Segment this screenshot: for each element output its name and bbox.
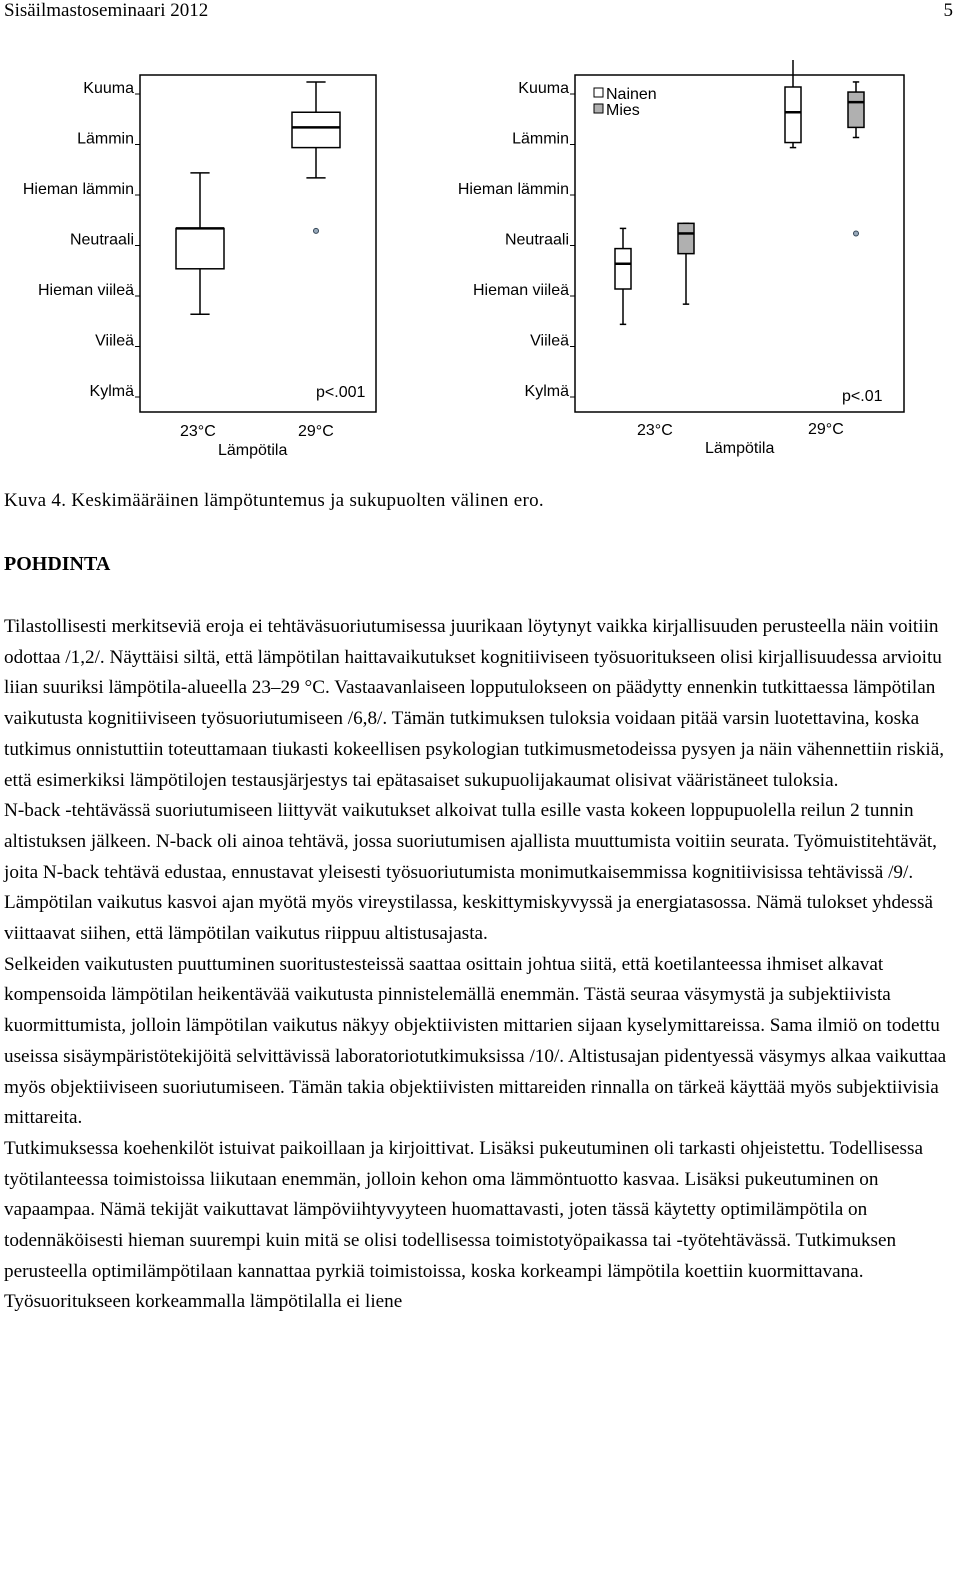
y-tick-label: Hieman viileä	[472, 282, 569, 299]
page-header	[0, 0, 960, 26]
y-tick-label: Neutraali	[69, 231, 134, 249]
right-pvalue: p<.01	[842, 388, 883, 405]
left-xtick-29: 29°C	[298, 423, 334, 440]
legend-swatch-mies	[594, 104, 603, 113]
y-tick-label: Viileä	[530, 332, 569, 350]
figure-caption: Kuva 4. Keskimääräinen lämpötuntemus ja sukupuolten välinen ero.	[4, 490, 544, 511]
y-tick-label: Hieman lämmin	[22, 181, 134, 198]
body-text	[4, 612, 956, 1318]
y-tick-label: Kylmä	[89, 383, 134, 400]
left-y-axis	[23, 80, 140, 400]
outlier-point	[314, 228, 319, 233]
box-iqr	[848, 92, 864, 127]
y-tick-label: Hieman viileä	[37, 282, 134, 299]
y-tick-label: Kylmä	[524, 383, 569, 400]
box-iqr	[678, 223, 694, 253]
section-heading: POHDINTA	[4, 553, 111, 575]
y-tick-label: Lämmin	[77, 130, 134, 148]
paragraph: Tutkimuksessa koehenkilöt istuivat paikoillaan ja kirjoittivat. Lisäksi pukeutuminen oli tarkasti ohjeistettu. Todellisessa työtilanteessa toimistoissa liikutaan enemmän, jolloin kehon oma lämmöntuotto kasvaa. Lisäksi pukeutuminen on vapaampaa. Nämä tekijät vaikuttavat lämpöviihtyvyyteen huomattavasti, joten tässä käytetty optimilämpötila on todennäköisesti hieman suurempi kuin mitä se olisi todellisessa toimistotyöpaikassa tai -työtehtävässä. Tutkimuksen perusteella optimilämpötilaan kannattaa pyrkiä toimistoissa, koska korkeampi lämpötila koettiin kuormittavana. Työsuoritukseen korkeammalla lämpötilalla ei liene	[4, 1137, 924, 1313]
paragraph: Tilastollisesti merkitseviä eroja ei tehtäväsuoriutumisessa juurikaan löytynyt vaikka kirjallisuuden perusteella näin voitiin odottaa /1,2/. Näyttäisi siltä, että lämpötilan haittavaikutukset kognitiiviseen työsuoritukseen olisi kirjallisuudessa arvioitu liian suuriksi lämpötila-alueella 23–29 °C. Vastaavanlaiseen lopputulokseen on päädytty ennenkin tutkittaessa lämpötilan vaikutusta kognitiiviseen työsuoriutumiseen /6,8/. Tämän tutkimuksen tuloksia voidaan pitää varsin luotettavina, koska tutkimus onnistuttiin toteuttamaan tiukasti kokeellisen psykologian tutkimusmetodeissa pysyen ja näin vähennettiin riskiä, että esimerkiksi lämpötilojen testausjärjestys tai epätasaiset sukupuolijakaumat olisivat vääristäneet tuloksia.	[4, 616, 945, 791]
y-tick-label: Viileä	[95, 332, 134, 350]
right-panel	[458, 60, 904, 457]
box-iqr	[176, 228, 224, 268]
y-tick-label: Kuuma	[83, 80, 134, 97]
box-iqr	[292, 112, 340, 147]
box-iqr	[785, 87, 801, 143]
paragraph: N-back -tehtävässä suoriutumiseen liittyvät vaikutukset alkoivat tulla esille vasta kokeen loppupuolella reilun 2 tunnin altistuksen jälkeen. N-back oli ainoa tehtävä, jossa suoriutumisen ajallista muuttumista voitiin seurata. Työmuistitehtävät, joita N-back tehtävä edustaa, ennustavat yleisesti työsuoriutumista monimutkaisemmissa kognitiivisissa tehtävissä /9/. Lämpötilan vaikutus kasvoi ajan myötä myös vireystilassa, keskittymiskyvyssä ja energiatasossa. Nämä tulokset yhdessä viittaavat siihen, että lämpötilan vaikutus riippuu altistusajasta.	[4, 800, 937, 945]
box-nainen-29c	[785, 60, 801, 148]
y-tick-label: Hieman lämmin	[457, 181, 569, 198]
left-xtick-23: 23°C	[180, 423, 216, 440]
right-x-title: Lämpötila	[705, 440, 775, 457]
left-panel	[23, 75, 376, 459]
left-x-title: Lämpötila	[218, 442, 288, 459]
page-number: 5	[943, 0, 953, 21]
figure-svg	[0, 60, 960, 470]
outlier-point	[854, 231, 859, 236]
right-xtick-29: 29°C	[808, 421, 844, 438]
figure	[0, 60, 960, 470]
box-iqr	[615, 249, 631, 289]
right-y-axis	[458, 80, 575, 400]
right-xtick-23: 23°C	[637, 422, 673, 439]
legend-label-mies: Mies	[606, 102, 640, 119]
legend-label-nainen: Nainen	[606, 86, 657, 103]
y-tick-label: Neutraali	[504, 231, 569, 249]
left-pvalue: p<.001	[316, 384, 366, 401]
y-tick-label: Kuuma	[518, 80, 569, 97]
paragraph: Selkeiden vaikutusten puuttuminen suoritustesteissä saattaa osittain johtua siitä, että koetilanteessa ihmiset alkavat kompensoida lämpötilan heikentävää vaikutusta pinnistelemällä enemmän. Tästä seuraa väsymystä ja subjektiivista kuormittumista, jolloin lämpötilan vaikutus näkyy objektiivisten mittarien sijaan kyselymittareissa. Sama ilmiö on todettu useissa sisäympäristötekijöitä selvittävissä laboratoriotutkimuksissa /10/. Altistusajan pidentyessä väsymys alkaa vaikuttaa myös objektiiviseen suoriutumiseen. Tämän takia objektiivisten mittareiden rinnalla on tärkeä käyttää myös subjektiivisia mittareita.	[4, 953, 947, 1129]
legend-swatch-nainen	[594, 88, 603, 97]
y-tick-label: Lämmin	[512, 130, 569, 148]
running-title: Sisäilmastoseminaari 2012	[4, 0, 209, 21]
